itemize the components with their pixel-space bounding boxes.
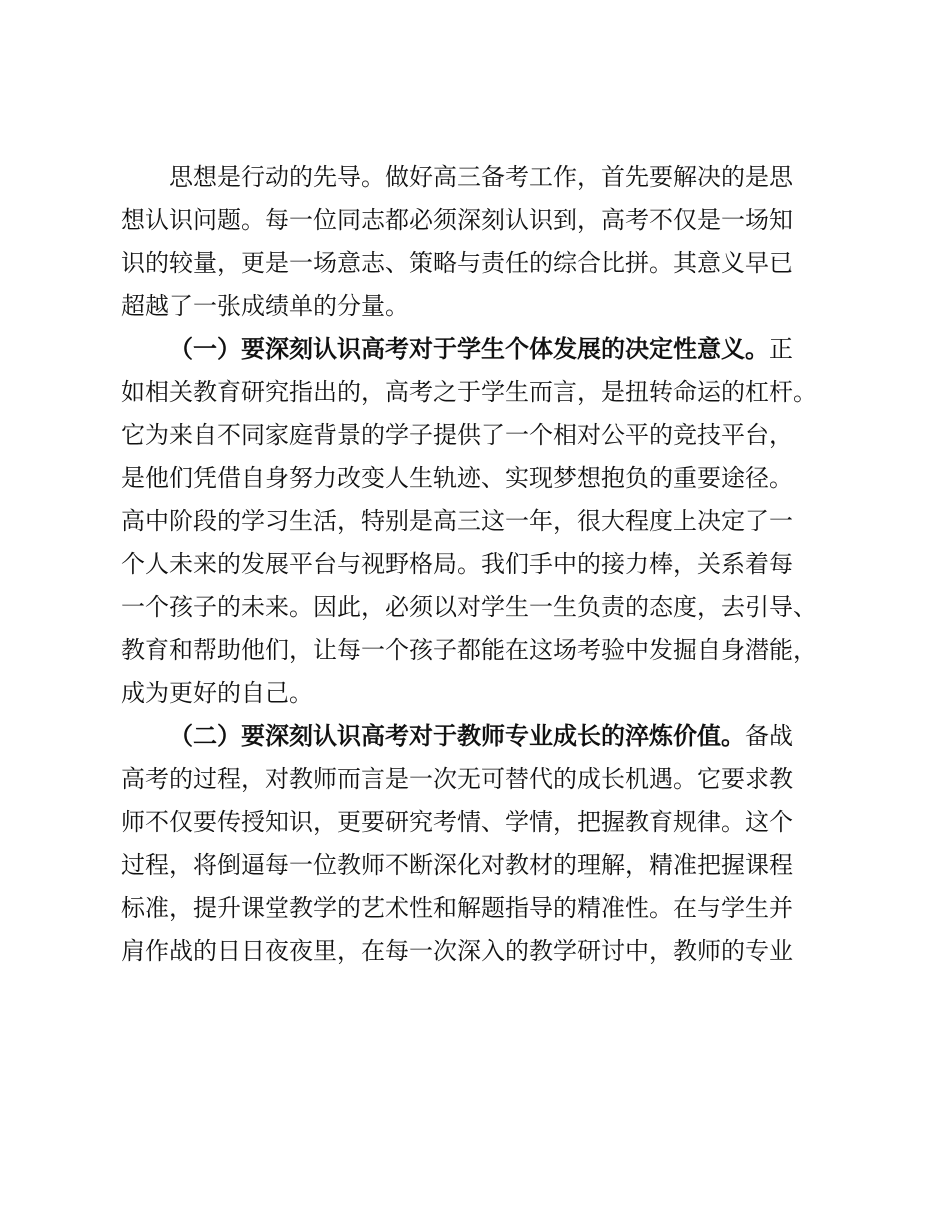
paragraph-1-line-4: 超越了一张成绩单的分量。 <box>121 292 409 320</box>
section-2-first-line <box>169 720 889 752</box>
paragraph-1-line-2: 想认识问题。每一位同志都必须深刻认识到，高考不仅是一场知 <box>121 206 793 234</box>
section-2-line-2: 高考的过程，对教师而言是一次无可替代的成长机遇。它要求教 <box>121 765 793 793</box>
section-1-line-7: 一个孩子的未来。因此，必须以对学生一生负责的态度，去引导、 <box>121 593 817 621</box>
section-1-line-6: 个人未来的发展平台与视野格局。我们手中的接力棒，关系着每 <box>121 550 793 578</box>
section-1-line-5: 高中阶段的学习生活，特别是高三这一年，很大程度上决定了一 <box>121 507 793 535</box>
section-2-heading: （二）要深刻认识高考对于教师专业成长的淬炼价值。 <box>169 721 745 750</box>
section-1-line-3: 它为来自不同家庭背景的学子提供了一个相对公平的竞技平台， <box>121 421 793 449</box>
paragraph-1-line-3: 识的较量，更是一场意志、策略与责任的综合比拼。其意义早已 <box>121 249 793 277</box>
section-1-line-8: 教育和帮助他们，让每一个孩子都能在这场考验中发掘自身潜能， <box>121 636 817 664</box>
section-1-line-2: 如相关教育研究指出的，高考之于学生而言，是扭转命运的杠杆。 <box>121 378 817 406</box>
section-2-line-4: 过程，将倒逼每一位教师不断深化对教材的理解，精准把握课程 <box>121 851 793 879</box>
section-1-heading: （一）要深刻认识高考对于学生个体发展的决定性意义。 <box>169 334 769 363</box>
section-1-line-9: 成为更好的自己。 <box>121 679 313 707</box>
paragraph-1-line-1: 思想是行动的先导。做好高三备考工作，首先要解决的是思 <box>169 163 793 191</box>
section-2-line-1: 备战 <box>745 722 793 750</box>
section-2-line-5: 标准，提升课堂教学的艺术性和解题指导的精准性。在与学生并 <box>121 894 793 922</box>
section-2-line-3: 师不仅要传授知识，更要研究考情、学情，把握教育规律。这个 <box>121 808 793 836</box>
section-1-line-4: 是他们凭借自身努力改变人生轨迹、实现梦想抱负的重要途径。 <box>121 464 793 492</box>
section-2-line-6: 肩作战的日日夜夜里，在每一次深入的教学研讨中，教师的专业 <box>121 937 793 965</box>
section-1-line-1: 正 <box>769 335 793 363</box>
section-1-first-line <box>169 333 889 365</box>
